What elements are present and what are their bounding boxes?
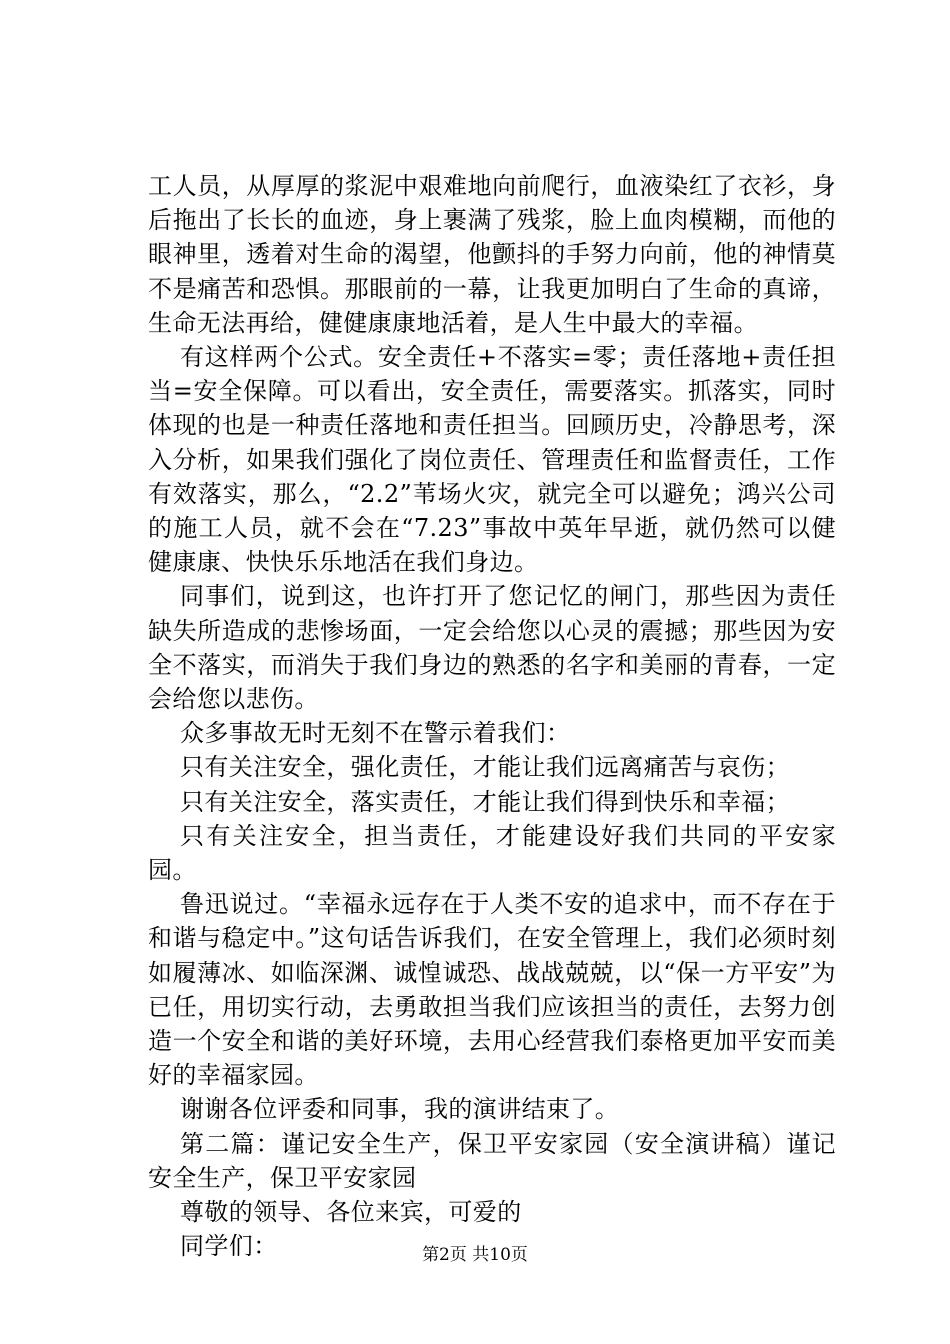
paragraph: 只有关注安全，担当责任，才能建设好我们共同的平安家园。 (148, 821, 836, 885)
paragraph: 同事们，说到这，也许打开了您记忆的闸门，那些因为责任缺失所造成的悲惨场面，一定会给您以心灵的震撼；那些因为安全不落实，而消失于我们身边的熟悉的名字和美丽的青春，一定会给您以悲伤。 (148, 582, 836, 714)
paragraph: 众多事故无时无刻不在警示着我们： (180, 719, 571, 748)
paragraph: 第二篇：谨记安全生产，保卫平安家园（安全演讲稿）谨记安全生产，保卫平安家园 (148, 1129, 836, 1192)
paragraph: 工人员，从厚厚的浆泥中艰难地向前爬行，血液染红了衣衫，身后拖出了长长的血迹，身上裹满了残浆，脸上血肉模糊，而他的眼神里，透着对生命的渴望，他颤抖的手努力向前，他的神情莫不是痛苦和恐惧。那眼前的一幕，让我更加明白了生命的真谛，生命无法再给，健健康康地活着，是人生中最大的幸福。 (148, 172, 836, 337)
paragraph: 尊敬的领导、各位来宾，可爱的 (180, 1198, 522, 1227)
paragraph: 有这样两个公式。安全责任+不落实=零；责任落地+责任担当=安全保障。可以看出，安全责任，需要落实。抓落实，同时体现的也是一种责任落地和责任担当。回顾历史，冷静思考，深入分析，如果我们强化了岗位责任、管理责任和监督责任，工作有效落实，那么，“2.2”苇场火灾，就完全可以避免；鸿兴公司的施工人员，就不会在“7.23”事故中英年早逝，就仍然可以健健康康、快快乐乐地活在我们身边。 (148, 343, 836, 577)
document-body (148, 169, 836, 1264)
page-number-footer: 第2页 共10页 (422, 1245, 528, 1265)
paragraph: 同学们： (180, 1232, 278, 1261)
paragraph: 鲁迅说过。“幸福永远存在于人类不安的追求中，而不存在于和谐与稳定中。”这句话告诉我们，在安全管理上，我们必须时刻如履薄冰、如临深渊、诚惶诚恐、战战兢兢，以“保一方平安”为已任，用切实行动，去勇敢担当我们应该担当的责任，去努力创造一个安全和谐的美好环境，去用心经营我们泰格更加平安而美好的幸福家园。 (148, 890, 836, 1090)
paragraph: 谢谢各位评委和同事，我的演讲结束了。 (180, 1095, 620, 1124)
paragraph: 只有关注安全，强化责任，才能让我们远离痛苦与哀伤； (180, 753, 790, 782)
paragraph: 只有关注安全，落实责任，才能让我们得到快乐和幸福； (180, 787, 790, 816)
